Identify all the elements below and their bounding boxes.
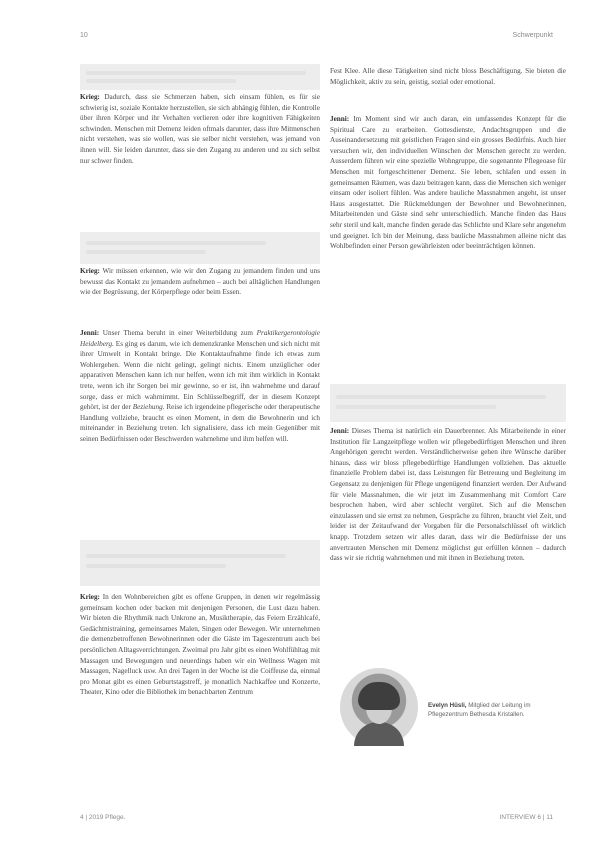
answer-text: Unser Thema beruht in einer Weiterbildung zum	[102, 329, 257, 337]
answer-text: Im Moment sind wir auch daran, ein umfassendes Konzept für die Spiritual Care zu erarbeiten. Gottesdienste, Andachtsgruppen und die Auseinandersetzung mit geistlichen Fragen sind ein grosses Bedürfnis. Auch hier versuchen wir, den individuellen Wünschen der Menschen gerecht zu werden. Ausserdem führen wir eine spezielle Wohngruppe, die sogenannte Pflegeoase für Menschen mit fortgeschrittener Demenz. Sie leben, schlafen und essen in gemeinsamen Räumen, was dazu beitragen kann, dass die Menschen sich weniger einsam oder isoliert fühlen. Was andere bauliche Massnahmen angeht, ist unser Haus ausgestattet. Die Rückmeldungen der Bewohner und Bewohnerinnen, Mitarbeitenden und Gäste sind sehr unterschiedlich. Manche finden das Haus sehr steril und kalt, manche finden gerade das Schlichte und Klare sehr angenehm und geeignet. Ich bin der Meinung, dass bauliche Massnahmen alleine nicht das Wohlbefinden einer Person gewährleisten oder beeinträchtigen können.	[330, 115, 567, 251]
answer-text: Es ging es darum, wie ich demenzkranke Menschen und sich nicht mit ihrer Umwelt in Kontakt bringe. Die Kontaktaufnahme finde ich etwas zum Wohlergehen. Wenn die nicht gelingt, gelingt nichts. Einem unzüglicher oder apparativen Menschen kann ich nur helfen, wenn ich mit ihm wirklich in Kontakt trete, wenn ich ihr Sorgen bei mir gewinne, so er ist, ihn wahrnehme und darauf sorge, dass er mich wahrnimmt. Ein Schlüsselbegriff, der in diesem Konzept gehört, ist der der	[80, 339, 320, 412]
speaker-label: Krieg:	[80, 267, 100, 275]
caption-name: Evelyn Hüsli,	[428, 702, 467, 709]
answer-text: Wir müssen erkennen, wie wir den Zugang zu jemandem finden und uns bewusst das Kontakt zu jemandem aufnehmen – auch bei alltäglichen Handlungen wie der Begrüssung, der Körperpflege oder beim Essen.	[80, 267, 320, 297]
question-heading-4	[330, 384, 566, 422]
emphasis-text: Beziehung.	[132, 403, 165, 412]
portrait-photo	[340, 668, 418, 746]
question-heading-1	[80, 64, 320, 90]
question-heading-3	[80, 540, 320, 586]
page-number: 10	[80, 32, 88, 39]
photo-caption	[428, 702, 558, 719]
answer-block-4	[80, 592, 320, 698]
answer-block-5	[330, 66, 566, 87]
answer-block-2	[80, 266, 320, 298]
footer-left: 4 | 2019 Pflege.	[80, 814, 126, 821]
answer-text: Dieses Thema ist natürlich ein Dauerbrenner. Als Mitarbeitende in einer Institution für Langzeitpflege wollen wir pflegebedürftigen Menschen und ihren Angehörigen gerecht werden. Verständlicherweise gehen ihre Wünsche darüber hinaus, dass wir bloss pflegebedürftige Handlungen vollziehen. Das aktuelle finanzielle Problem dabei ist, dass Leistungen für Betreuung und Begleitung im Gegensatz zu denjenigen für Pflege ungenügend finanziert werden. Der Aufwand für viele Massnahmen, die wir jetzt im Zusammenhang mit Comfort Care besprochen haben, wird aber schlecht vergütet. Sich auf die Menschen einzulassen und sie ernst zu nehmen, Gespräche zu führen, braucht viel Zeit, und leider ist der Zeitaufwand der Vorgaben für die Personalschlüssel oft wirklich knapp. Trotzdem setzen wir alles daran, dass wir die Bedürfnisse der uns anvertrauten Menschen mit Demenz möglichst gut erfüllen können – dadurch dass wir sie richtig wahrnehmen und mit ihnen in Beziehung treten.	[330, 427, 567, 563]
answer-block-3	[80, 328, 320, 445]
caption-role: Mitglied der Leitung im Pflegezentrum Bethesda Kristallen.	[428, 702, 531, 718]
speaker-label: Krieg:	[80, 593, 100, 601]
speaker-label: Jenni:	[80, 329, 100, 337]
speaker-label: Krieg:	[80, 93, 100, 101]
emphasis-text: Praktikergerontologie Heidelberg.	[80, 329, 320, 348]
question-heading-2	[80, 232, 320, 264]
footer-right: INTERVIEW 6 | 11	[499, 814, 553, 821]
speaker-label: Jenni:	[330, 427, 350, 435]
answer-text: In den Wohnbereichen gibt es offene Gruppen, in denen wir regelmässig gemeinsam kochen oder backen mit denjenigen Personen, die Lust dazu haben. Wir bieten die Rhythmik nach Unkrone an, Musiktherapie, das Feiern Erzählcafé, Gedächtnistraining, gemeinsames Malen, Singen oder Bewegen. Wir unternehmen die demenzbetroffenen Bewohnerinnen oder die Gäste im Tageszentrum auch bei persönlichen Alltagsverrichtungen. Zweimal pro Jahr gibt es einen Wohlfühltag mit Massagen und Bewegungen und neuerdings haben wir ein Wellness Wagen mit Massagen, Nagelluck usw. An drei Tagen in der Woche ist die Coiffeuse da, einmal pro Monat gibt es einen Geburtstagstreff, je monatlich Nachkaffee und Konzerte, Theater, Kino oder die Bibliothek im benachbarten Zentrum	[80, 593, 321, 697]
section-title: Schwerpunkt	[512, 32, 553, 39]
answer-block-7	[330, 426, 566, 564]
answer-text: Fest Klee. Alle diese Tätigkeiten sind nicht bloss Beschäftigung. Sie bieten die Möglichkeit, aktiv zu sein, geistig, sozial oder emotional.	[330, 67, 566, 86]
answer-block-6	[330, 114, 566, 252]
answer-block-1	[80, 92, 320, 166]
speaker-label: Jenni:	[330, 115, 350, 123]
answer-text: Dadurch, dass sie Schmerzen haben, sich einsam fühlen, es für sie schwierig ist, soziale Kontakte herzustellen, sie sich abhängig fühlen, die Kontrolle über ihren Körper und ihr Verhalten verlieren oder ihre kognitiven Fähigkeiten schwinden. Menschen mit Demenz leiden oftmals darunter, dass ihre Mitmenschen nicht verstehen, was sie wollen, was sie selber nicht verstehen, was jemand von ihnen will. Sie leiden darunter, dass sie den Zugang zu anderen und zu sich selbst nur schwer finden.	[80, 93, 320, 165]
answer-text: Reise ich irgendeine pflegerische oder therapeutische Handlung vollziehe, braucht es einen Moment, in dem die Bewohnerin und ich miteinander in Beziehung treten. Ich signalisiere, dass ich mein Gegenüber mit seinen Bedürfnissen oder Beschwerden wahrnehme und ihm helfen will.	[80, 403, 320, 443]
